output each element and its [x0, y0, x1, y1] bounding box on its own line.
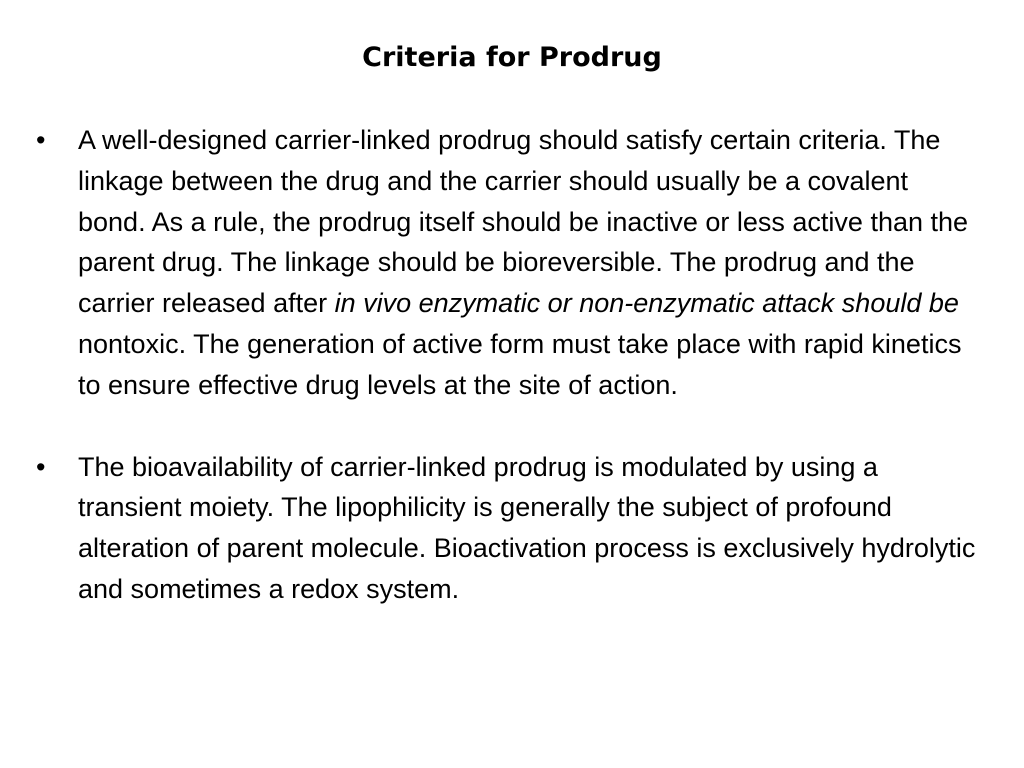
bullet-list: [36, 120, 976, 610]
bullet-marker: •: [36, 451, 46, 482]
bullet-text: The bioavailability of carrier-linked prodrug is modulated by using a transient moiety. The lipophilicity is generally the subject of profound alteration of parent molecule. Bioactivation process is exclusively hydrolytic and sometimes a redox system.: [78, 451, 976, 604]
slide-title: Criteria for Prodrug: [362, 42, 662, 73]
bullet-marker: •: [36, 125, 46, 155]
bullet-text-part1: A well-designed carrier-linked prodrug should satisfy certain criteria. The linkage between the drug and the carrier should usually be a covalent bond. As a rule, the prodrug itself should be inactive or less active than the parent drug. The linkage should be bioreversible. The prodrug and the carrier released after: [78, 125, 969, 319]
bullet-item-bioavailability: [36, 447, 976, 610]
bullet-item-criteria: [36, 120, 976, 406]
bullet-text-part2: nontoxic. The generation of active form must take place with rapid kinetics to ensure effective drug levels at the site of action.: [78, 328, 962, 400]
bullet-text-italic: in vivo enzymatic or non-enzymatic attack should be: [334, 288, 959, 319]
